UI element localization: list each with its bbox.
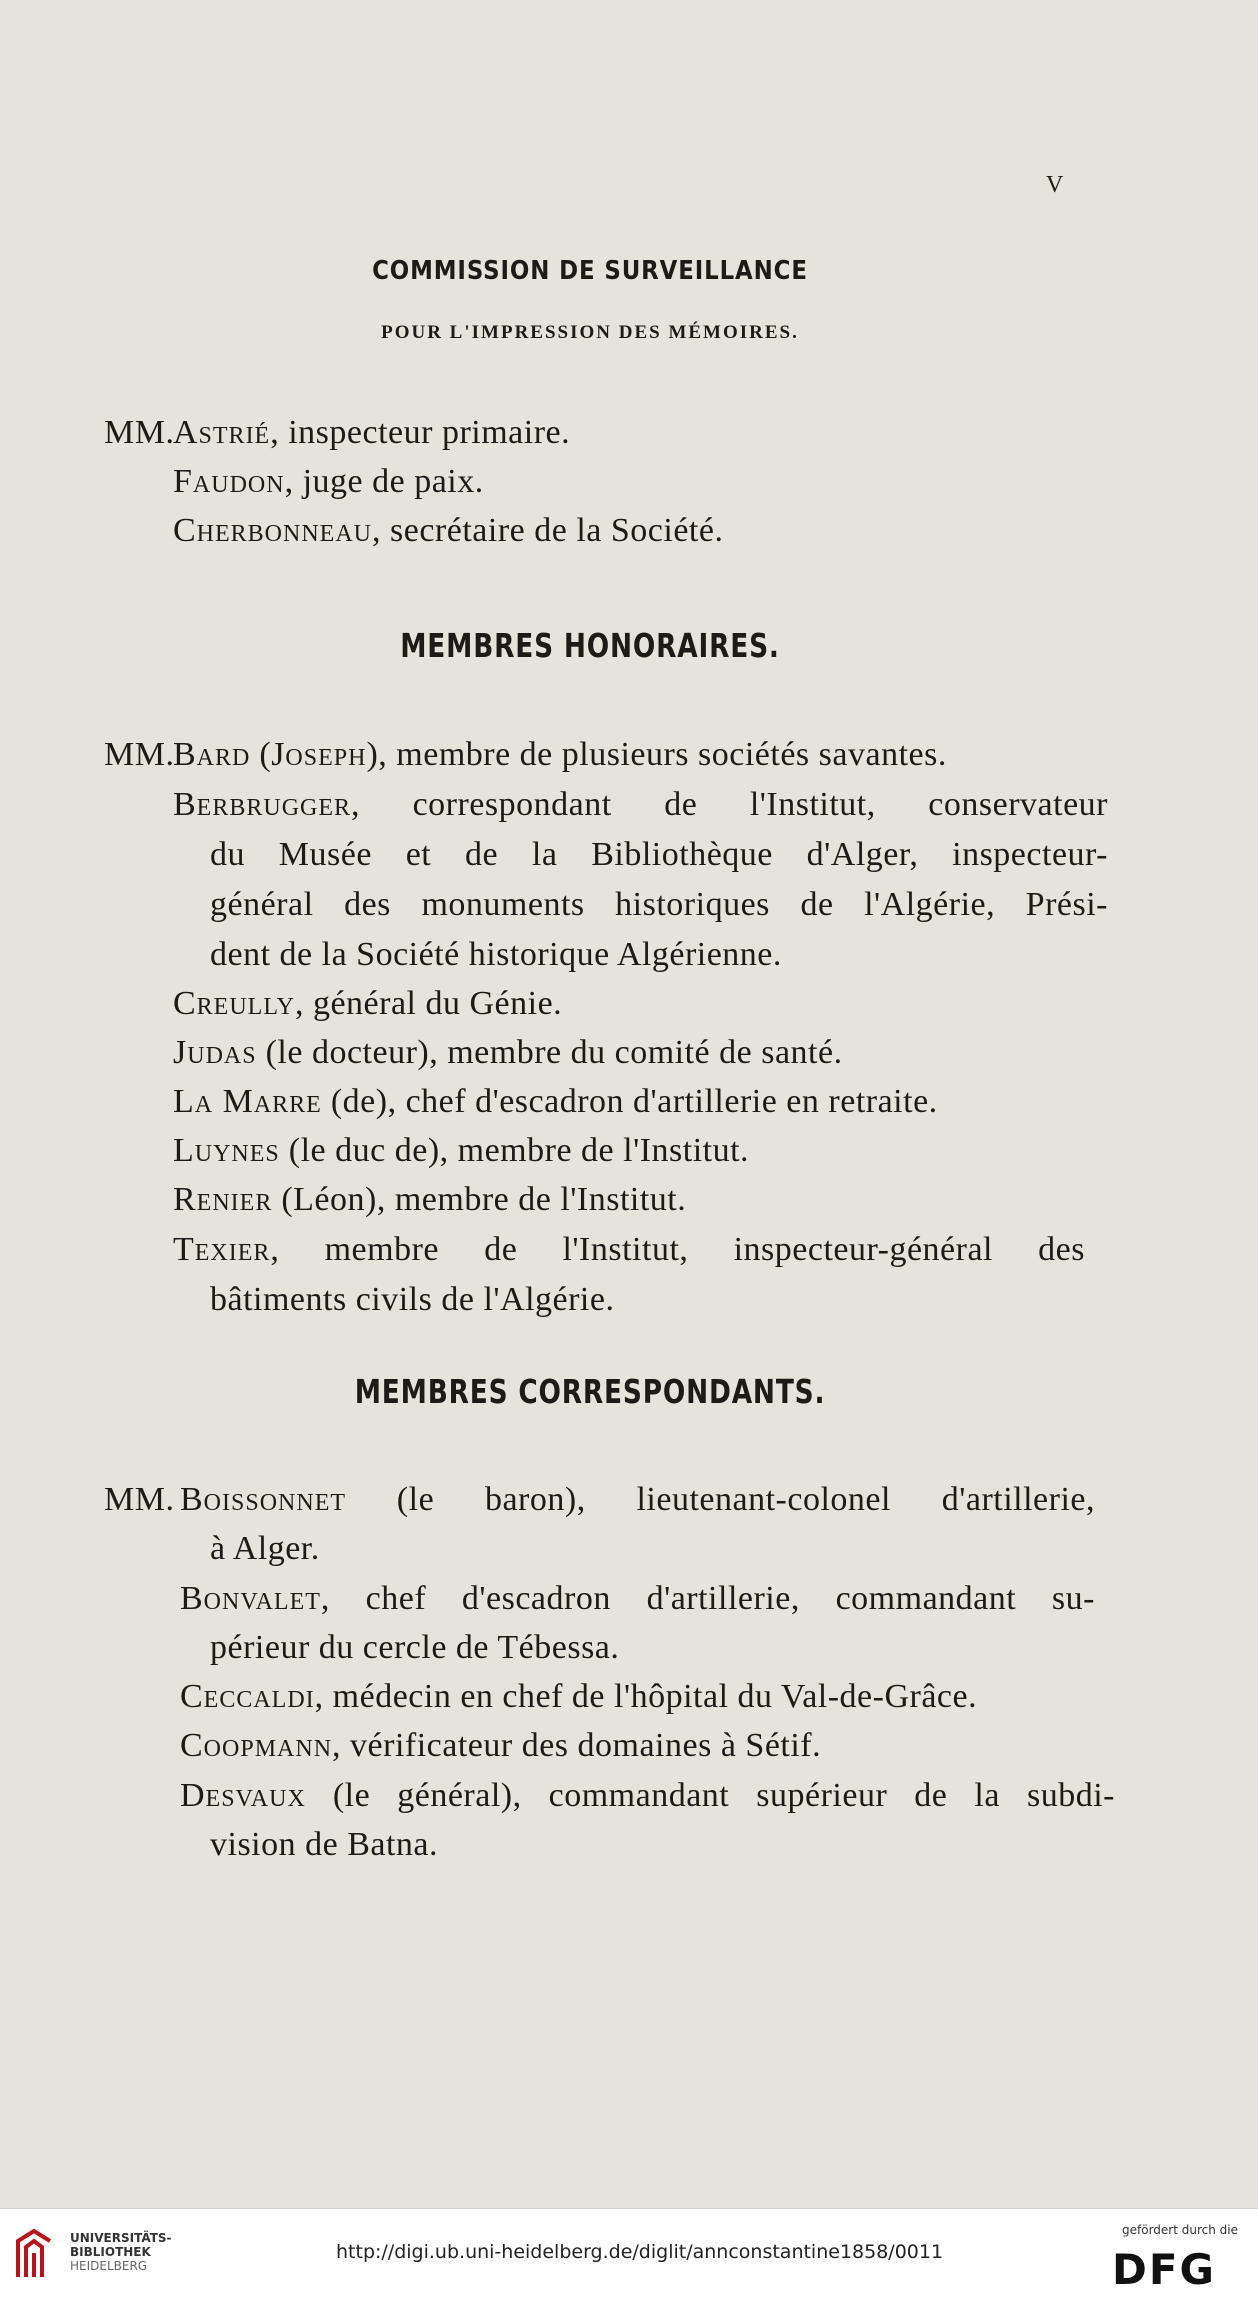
list-item-continuation: général des monuments historiques de l'Algérie, Prési- bbox=[210, 886, 1108, 923]
section-title-correspondants: MEMBRES CORRESPONDANTS. bbox=[354, 1372, 826, 1411]
university-library-logo-icon bbox=[14, 2227, 56, 2281]
list-item: La Marre (de), chef d'escadron d'artillerie en retraite. bbox=[173, 1083, 938, 1120]
mm-prefix: MM. bbox=[104, 736, 175, 773]
list-item: Ceccaldi, médecin en chef de l'hôpital du Val-de-Grâce. bbox=[180, 1678, 978, 1715]
list-item: Faudon, juge de paix. bbox=[173, 463, 484, 500]
list-item: Boissonnet (le baron), lieutenant-colonel d'artillerie, bbox=[180, 1481, 1095, 1518]
mm-prefix: MM. bbox=[104, 1481, 175, 1518]
list-item: Astrié, inspecteur primaire. bbox=[173, 414, 571, 451]
section-title-commission: COMMISSION DE SURVEILLANCE bbox=[372, 256, 808, 286]
list-item: Cherbonneau, secrétaire de la Société. bbox=[173, 512, 724, 549]
list-item-continuation: du Musée et de la Bibliothèque d'Alger, inspecteur- bbox=[210, 836, 1108, 873]
section-title-honoraires: MEMBRES HONORAIRES. bbox=[400, 626, 780, 665]
list-item: Desvaux (le général), commandant supérieur de la subdi- bbox=[180, 1777, 1115, 1814]
viewer-footer bbox=[0, 2208, 1258, 2298]
list-item-continuation: vision de Batna. bbox=[210, 1826, 439, 1863]
list-item: Berbrugger, correspondant de l'Institut, conservateur bbox=[173, 786, 1108, 823]
list-item: Bonvalet, chef d'escadron d'artillerie, commandant su- bbox=[180, 1580, 1095, 1617]
dfg-logo: DFG bbox=[1112, 2245, 1217, 2294]
list-item: Luynes (le duc de), membre de l'Institut. bbox=[173, 1132, 750, 1169]
mm-prefix: MM. bbox=[104, 414, 175, 451]
list-item: Renier (Léon), membre de l'Institut. bbox=[173, 1181, 687, 1218]
list-item-continuation: bâtiments civils de l'Algérie. bbox=[210, 1281, 615, 1318]
list-item: Creully, général du Génie. bbox=[173, 985, 563, 1022]
list-item-continuation: dent de la Société historique Algérienne. bbox=[210, 936, 782, 973]
list-item: Texier, membre de l'Institut, inspecteur-général des bbox=[173, 1231, 1085, 1268]
permalink-url[interactable]: http://digi.ub.uni-heidelberg.de/diglit/annconstantine1858/0011 bbox=[336, 2241, 944, 2263]
library-name: UNIVERSITÄTS- BIBLIOTHEK HEIDELBERG bbox=[70, 2231, 172, 2273]
list-item: Judas (le docteur), membre du comité de santé. bbox=[173, 1034, 843, 1071]
list-item-continuation: à Alger. bbox=[210, 1530, 320, 1567]
section-subtitle-commission: POUR L'IMPRESSION DES MÉMOIRES. bbox=[381, 322, 799, 343]
list-item: Coopmann, vérificateur des domaines à Sétif. bbox=[180, 1727, 822, 1764]
list-item-continuation: périeur du cercle de Tébessa. bbox=[210, 1629, 620, 1666]
funding-text: gefördert durch die bbox=[1122, 2223, 1238, 2237]
page-number: V bbox=[1046, 172, 1064, 198]
list-item: Bard (Joseph), membre de plusieurs sociétés savantes. bbox=[173, 736, 947, 773]
